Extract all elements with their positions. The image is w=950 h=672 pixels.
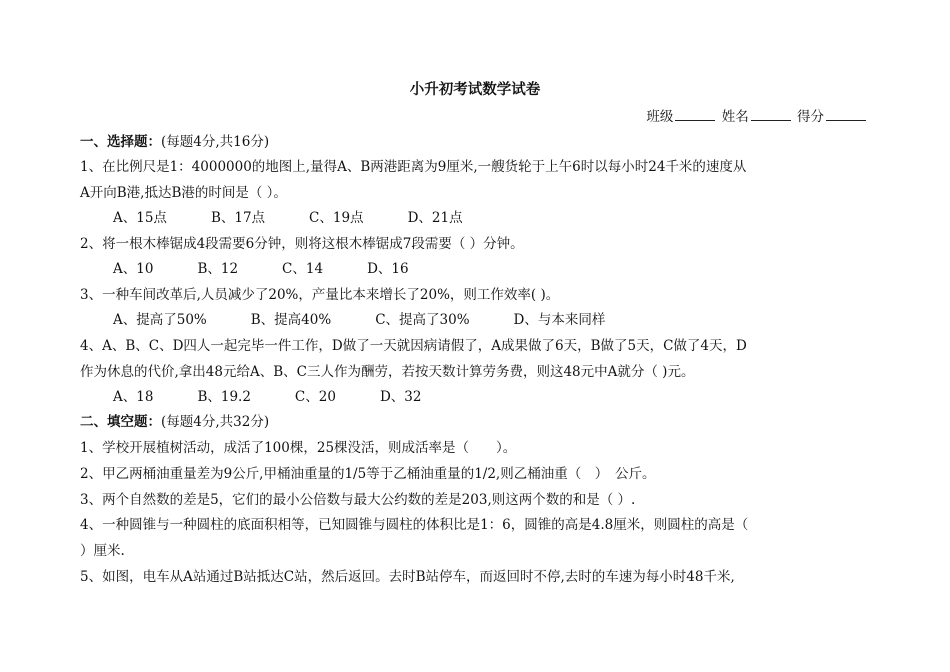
q2-option-a: A、10	[113, 261, 154, 277]
question4-line2: 作为休息的代价,拿出48元给A、B、C三人作为酬劳，若按天数计算劳务费，则这48元中A就分（ )元。	[80, 364, 695, 380]
student-info-row	[646, 106, 868, 127]
score-blank	[826, 106, 866, 121]
q4-option-b: B、19.2	[197, 389, 251, 405]
question3-line1: 3、一种车间改革后,人员减少了20%，产量比本来增长了20%，则工作效率( )。	[80, 287, 560, 303]
q4-option-d: D、32	[379, 389, 422, 405]
q3-option-a: A、提高了50%	[113, 312, 207, 328]
question4-line1: 4、A、B、C、D四人一起完毕一件工作，D做了一天就因病请假了，A成果做了6天，B做了5天，C做了4天，D	[80, 338, 747, 354]
fill-question4-line2: ）厘米.	[80, 543, 125, 559]
section2-note: (每题4分,共32分)	[161, 414, 270, 430]
name-blank	[751, 106, 791, 121]
section2-header	[80, 412, 269, 432]
q1-option-d: D、21点	[407, 210, 463, 226]
q3-option-b: B、提高40%	[250, 312, 332, 328]
q2-option-b: B、12	[197, 261, 239, 277]
score-label: 得分	[797, 109, 824, 125]
exam-title: 小升初考试数学试卷	[409, 81, 541, 98]
name-label: 姓名	[721, 109, 749, 125]
question1-line1: 1、在比例尺是1：4000000的地图上,量得A、B两港距离为9厘米,一艘货轮于上午6时以每小时24千米的速度从	[80, 159, 747, 175]
section1-header	[80, 132, 269, 152]
section1-note: (每题4分,共16分)	[161, 134, 270, 150]
q2-option-d: D、16	[367, 261, 409, 277]
class-label: 班级	[646, 109, 674, 125]
question4-options	[113, 387, 465, 407]
q3-option-d: D、与本来同样	[513, 312, 606, 328]
section2-heading: 二、填空题：	[80, 414, 161, 430]
q4-option-c: C、20	[294, 389, 336, 405]
q4-option-a: A、18	[113, 389, 154, 405]
question3-options	[113, 310, 649, 330]
fill-question4-line1: 4、一种圆锥与一种圆柱的底面积相等，已知圆锥与圆柱的体积比是1：6，圆锥的高是4.8厘米，则圆柱的高是（	[80, 517, 749, 533]
q1-option-c: C、19点	[309, 210, 364, 226]
q1-option-b: B、17点	[210, 210, 266, 226]
question1-line2: A开向B港,抵达B港的时间是（ ）。	[80, 185, 287, 201]
question2-line1: 2、将一根木棒锯成4段需要6分钟，则将这根木棒锯成7段需要（ ）分钟。	[80, 236, 524, 252]
q3-option-c: C、提高了30%	[375, 312, 470, 328]
class-blank	[675, 106, 715, 121]
question1-options	[113, 208, 507, 228]
q2-option-c: C、14	[282, 261, 324, 277]
fill-question3: 3、两个自然数的差是5，它们的最小公倍数与最大公约数的差是203,则这两个数的和是（ ）.	[80, 492, 636, 508]
q1-option-a: A、15点	[113, 210, 167, 226]
question2-options	[113, 259, 453, 279]
fill-question2: 2、甲乙两桶油重量差为9公斤,甲桶油重量的1/5等于乙桶油重量的1/2,则乙桶油重（ ） 公斤。	[80, 466, 656, 482]
fill-question5: 5、如图，电车从A站通过B站抵达C站，然后返回。去时B站停车，而返回时不停,去时的车速为每小时48千米,	[80, 569, 735, 585]
section1-heading: 一、选择题：	[80, 134, 161, 150]
fill-question1: 1、学校开展植树活动，成活了100棵，25棵没活，则成活率是（ ）。	[80, 440, 517, 456]
